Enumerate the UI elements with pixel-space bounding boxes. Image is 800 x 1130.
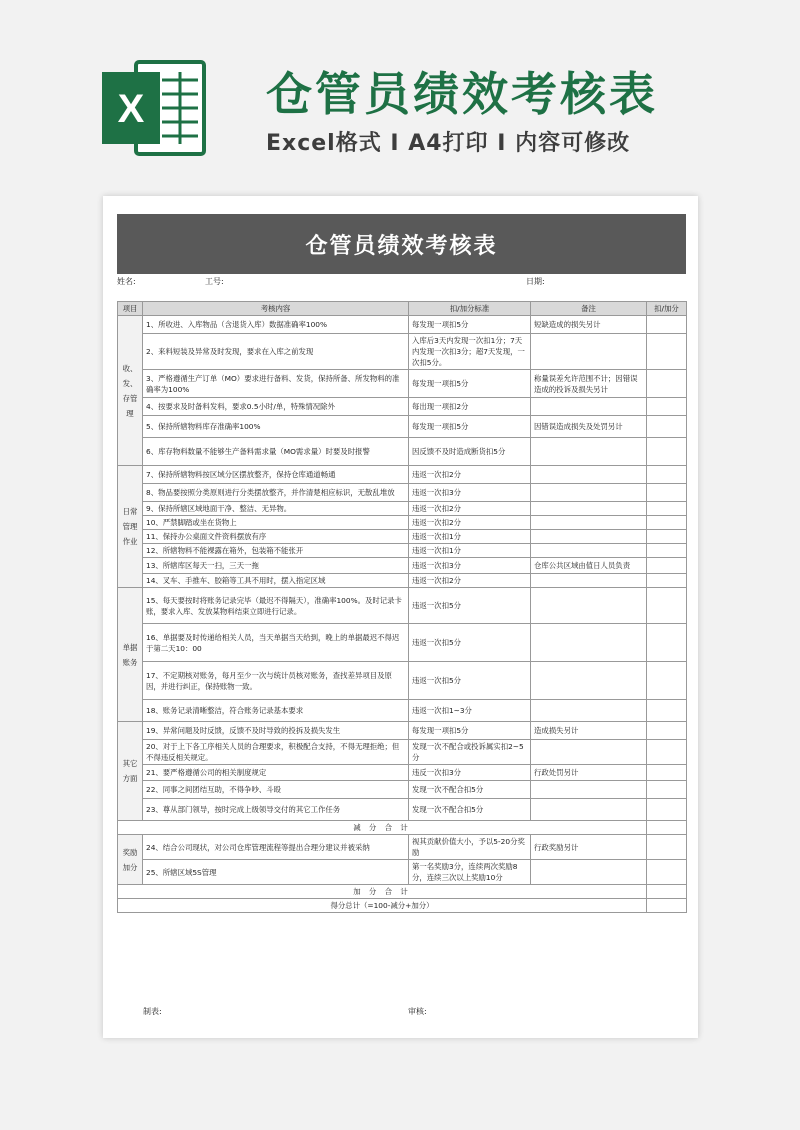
banner — [0, 0, 800, 195]
banner-subtitle: Excel格式 I A4打印 I 内容可修改 — [266, 131, 631, 156]
score-input-cell[interactable] — [647, 502, 687, 516]
banner-title: 仓管员绩效考核表 — [266, 67, 658, 121]
content-cell: 3、严格遵循生产订单（MO）要求进行备料、发货，保持所备、所发物料的准确率为100% — [143, 370, 409, 398]
standard-cell: 发现一次不配合或投诉属实扣2~5分 — [409, 740, 531, 765]
bonus-total-value-cell[interactable] — [647, 885, 687, 899]
standard-cell: 每出现一项扣2分 — [409, 398, 531, 416]
standard-cell: 违返一次扣3分 — [409, 484, 531, 502]
deduct-total-row — [118, 821, 687, 835]
note-cell — [531, 574, 647, 588]
reviewer-label: 审核: — [408, 1007, 427, 1016]
score-input-cell[interactable] — [647, 370, 687, 398]
header-cell: 备注 — [531, 302, 647, 316]
score-input-cell[interactable] — [647, 574, 687, 588]
table-row — [118, 558, 687, 574]
table-row — [118, 860, 687, 885]
score-total: 得分总计（=100-减分+加分） — [118, 899, 647, 913]
table-row — [118, 502, 687, 516]
category-cell: 奖励加分 — [118, 835, 143, 885]
note-cell: 行政处罚另计 — [531, 765, 647, 781]
bonus-total: 加 分 合 计 — [118, 885, 647, 899]
note-cell: 行政奖励另计 — [531, 835, 647, 860]
table-row — [118, 316, 687, 334]
standard-cell: 违返一次扣5分 — [409, 588, 531, 624]
svg-text:X: X — [117, 87, 145, 131]
score-input-cell[interactable] — [647, 438, 687, 466]
standard-cell: 每发现一项扣5分 — [409, 722, 531, 740]
content-cell: 22、同事之间团结互助，不得争吵、斗殴 — [143, 781, 409, 799]
score-input-cell[interactable] — [647, 558, 687, 574]
standard-cell: 每发现一项扣5分 — [409, 370, 531, 398]
table-row — [118, 624, 687, 662]
note-cell — [531, 438, 647, 466]
score-input-cell[interactable] — [647, 765, 687, 781]
content-cell: 19、异常问题及时反馈，反馈不及时导致的投拆及损失发生 — [143, 722, 409, 740]
note-cell — [531, 516, 647, 530]
id-label: 工号: — [205, 277, 224, 286]
table-row — [118, 484, 687, 502]
category-cell: 单据账务 — [118, 588, 143, 722]
table-row — [118, 370, 687, 398]
score-input-cell[interactable] — [647, 588, 687, 624]
content-cell: 8、物品要按照分类原则进行分类摆放整齐，并作清楚相应标识，无散乱堆放 — [143, 484, 409, 502]
header-cell: 项目 — [118, 302, 143, 316]
standard-cell: 发现一次不配合扣5分 — [409, 781, 531, 799]
score-input-cell[interactable] — [647, 334, 687, 370]
table-row — [118, 799, 687, 821]
table-row — [118, 765, 687, 781]
table-row — [118, 516, 687, 530]
score-input-cell[interactable] — [647, 316, 687, 334]
note-cell — [531, 700, 647, 722]
note-cell: 因错误造成损失及处罚另计 — [531, 416, 647, 438]
note-cell: 仓库公共区域由值日人员负责 — [531, 558, 647, 574]
standard-cell: 违返一次扣2分 — [409, 466, 531, 484]
table-row — [118, 334, 687, 370]
assessment-table — [117, 301, 687, 913]
category-cell: 收、发、存管理 — [118, 316, 143, 466]
content-cell: 21、要严格遵循公司的相关制度规定 — [143, 765, 409, 781]
content-cell: 12、所辖物料不能裸露在箱外，包装箱不能张开 — [143, 544, 409, 558]
standard-cell: 违返一次扣5分 — [409, 662, 531, 700]
note-cell — [531, 530, 647, 544]
content-cell: 4、按要求及时备料发料，要求0.5小时/单，特殊情况除外 — [143, 398, 409, 416]
content-cell: 24、结合公司现状，对公司仓库管理流程等提出合理分建议并被采纳 — [143, 835, 409, 860]
table-row — [118, 544, 687, 558]
standard-cell: 违返一次扣2分 — [409, 574, 531, 588]
sheet-title: 仓管员绩效考核表 — [117, 214, 686, 274]
note-cell — [531, 334, 647, 370]
standard-cell: 每发现一项扣5分 — [409, 316, 531, 334]
score-input-cell[interactable] — [647, 544, 687, 558]
standard-cell: 违反一次扣3分 — [409, 765, 531, 781]
note-cell — [531, 544, 647, 558]
table-row — [118, 574, 687, 588]
standard-cell: 违返一次扣1~3分 — [409, 700, 531, 722]
content-cell: 13、所辖库区每天一扫，三天一拖 — [143, 558, 409, 574]
score-input-cell[interactable] — [647, 835, 687, 860]
category-cell: 其它方面 — [118, 722, 143, 821]
standard-cell: 违返一次扣2分 — [409, 516, 531, 530]
score-input-cell[interactable] — [647, 516, 687, 530]
excel-logo-icon — [100, 56, 208, 160]
note-cell — [531, 466, 647, 484]
score-input-cell[interactable] — [647, 799, 687, 821]
score-input-cell[interactable] — [647, 416, 687, 438]
note-cell — [531, 398, 647, 416]
deduct-total-value-cell[interactable] — [647, 821, 687, 835]
content-cell: 11、保持办公桌面文件资料摆放有序 — [143, 530, 409, 544]
standard-cell: 违返一次扣5分 — [409, 624, 531, 662]
content-cell: 16、单据要及时传递给相关人员，当天单据当天给到，晚上的单据最迟不得迟于第二天10：00 — [143, 624, 409, 662]
table-row — [118, 722, 687, 740]
standard-cell: 发现一次不配合扣5分 — [409, 799, 531, 821]
content-cell: 14、叉车、手推车、胶箱等工具不用时，摆入指定区域 — [143, 574, 409, 588]
table-row — [118, 781, 687, 799]
score-input-cell[interactable] — [647, 662, 687, 700]
header-cell: 考核内容 — [143, 302, 409, 316]
header-cell: 扣/加分标准 — [409, 302, 531, 316]
name-label: 姓名: — [117, 277, 136, 286]
content-cell: 20、对于上下各工序相关人员的合理要求，积极配合支持，不得无理拒绝；但不得违反相关规定。 — [143, 740, 409, 765]
table-row — [118, 398, 687, 416]
note-cell — [531, 484, 647, 502]
standard-cell: 因反馈不及时造成断货扣5分 — [409, 438, 531, 466]
note-cell: 称量误差允许范围不计；因错误造成的投诉及损失另计 — [531, 370, 647, 398]
score-input-cell[interactable] — [647, 722, 687, 740]
content-cell: 10、严禁脚踏或坐在货物上 — [143, 516, 409, 530]
score-total-row — [118, 899, 687, 913]
content-cell: 25、所辖区域5S管理 — [143, 860, 409, 885]
score-input-cell[interactable] — [647, 466, 687, 484]
table-header-row — [118, 302, 687, 316]
standard-cell: 违返一次扣1分 — [409, 544, 531, 558]
standard-cell: 视其贡献价值大小，予以5-20分奖励 — [409, 835, 531, 860]
content-cell: 17、不定期核对账务，每月至少一次与统计员核对账务，查找差异项目及原因，并进行纠正，保持账物一致。 — [143, 662, 409, 700]
table-row — [118, 662, 687, 700]
document-page — [103, 196, 698, 1038]
note-cell — [531, 740, 647, 765]
score-input-cell[interactable] — [647, 700, 687, 722]
content-cell: 7、保持所辖物料按区域分区摆放整齐，保持仓库通道畅通 — [143, 466, 409, 484]
note-cell — [531, 781, 647, 799]
note-cell: 短缺造成的损失另计 — [531, 316, 647, 334]
deduct-total: 减 分 合 计 — [118, 821, 647, 835]
date-label: 日期: — [526, 277, 545, 286]
bonus-total-row — [118, 885, 687, 899]
note-cell — [531, 860, 647, 885]
table-row — [118, 438, 687, 466]
standard-cell: 每发现一项扣5分 — [409, 416, 531, 438]
content-cell: 15、每天要按时将账务记录完毕（最迟不得隔天），准确率100%。及时记录卡账，要求入库、发放某物料结束立即进行记录。 — [143, 588, 409, 624]
table-row — [118, 416, 687, 438]
table-row — [118, 530, 687, 544]
table-row — [118, 835, 687, 860]
standard-cell: 违返一次扣1分 — [409, 530, 531, 544]
score-input-cell[interactable] — [647, 740, 687, 765]
table-row — [118, 588, 687, 624]
standard-cell: 第一名奖励3分，连续两次奖励8分，连续三次以上奖励10分 — [409, 860, 531, 885]
content-cell: 5、保持所辖物料库存准确率100% — [143, 416, 409, 438]
content-cell: 18、账务记录清晰整洁，符合账务记录基本要求 — [143, 700, 409, 722]
standard-cell: 违返一次扣3分 — [409, 558, 531, 574]
content-cell: 23、尊从部门领导，按时完成上级领导交付的其它工作任务 — [143, 799, 409, 821]
header-cell: 扣/加分 — [647, 302, 687, 316]
content-cell: 2、来料短装及异常及时发现，要求在入库之前发现 — [143, 334, 409, 370]
score-input-cell[interactable] — [647, 398, 687, 416]
score-input-cell[interactable] — [647, 860, 687, 885]
content-cell: 1、所收进、入库物品（含退货入库）数据准确率100% — [143, 316, 409, 334]
score-input-cell[interactable] — [647, 484, 687, 502]
score-input-cell[interactable] — [647, 530, 687, 544]
score-input-cell[interactable] — [647, 624, 687, 662]
standard-cell: 违返一次扣2分 — [409, 502, 531, 516]
note-cell — [531, 662, 647, 700]
table-row — [118, 700, 687, 722]
note-cell — [531, 624, 647, 662]
note-cell: 造成损失另计 — [531, 722, 647, 740]
table-row — [118, 466, 687, 484]
category-cell: 日常管理作业 — [118, 466, 143, 588]
score-total-value-cell[interactable] — [647, 899, 687, 913]
table-row — [118, 740, 687, 765]
maker-label: 制表: — [143, 1007, 162, 1016]
note-cell — [531, 502, 647, 516]
score-input-cell[interactable] — [647, 781, 687, 799]
note-cell — [531, 588, 647, 624]
note-cell — [531, 799, 647, 821]
standard-cell: 入库后3天内发现一次扣1分；7天内发现一次扣3分；超7天发现，一次扣5分。 — [409, 334, 531, 370]
content-cell: 9、保持所辖区域地面干净、整洁、无异物。 — [143, 502, 409, 516]
content-cell: 6、库存物料数量不能够生产备料需求量（MO需求量）时要及时报警 — [143, 438, 409, 466]
